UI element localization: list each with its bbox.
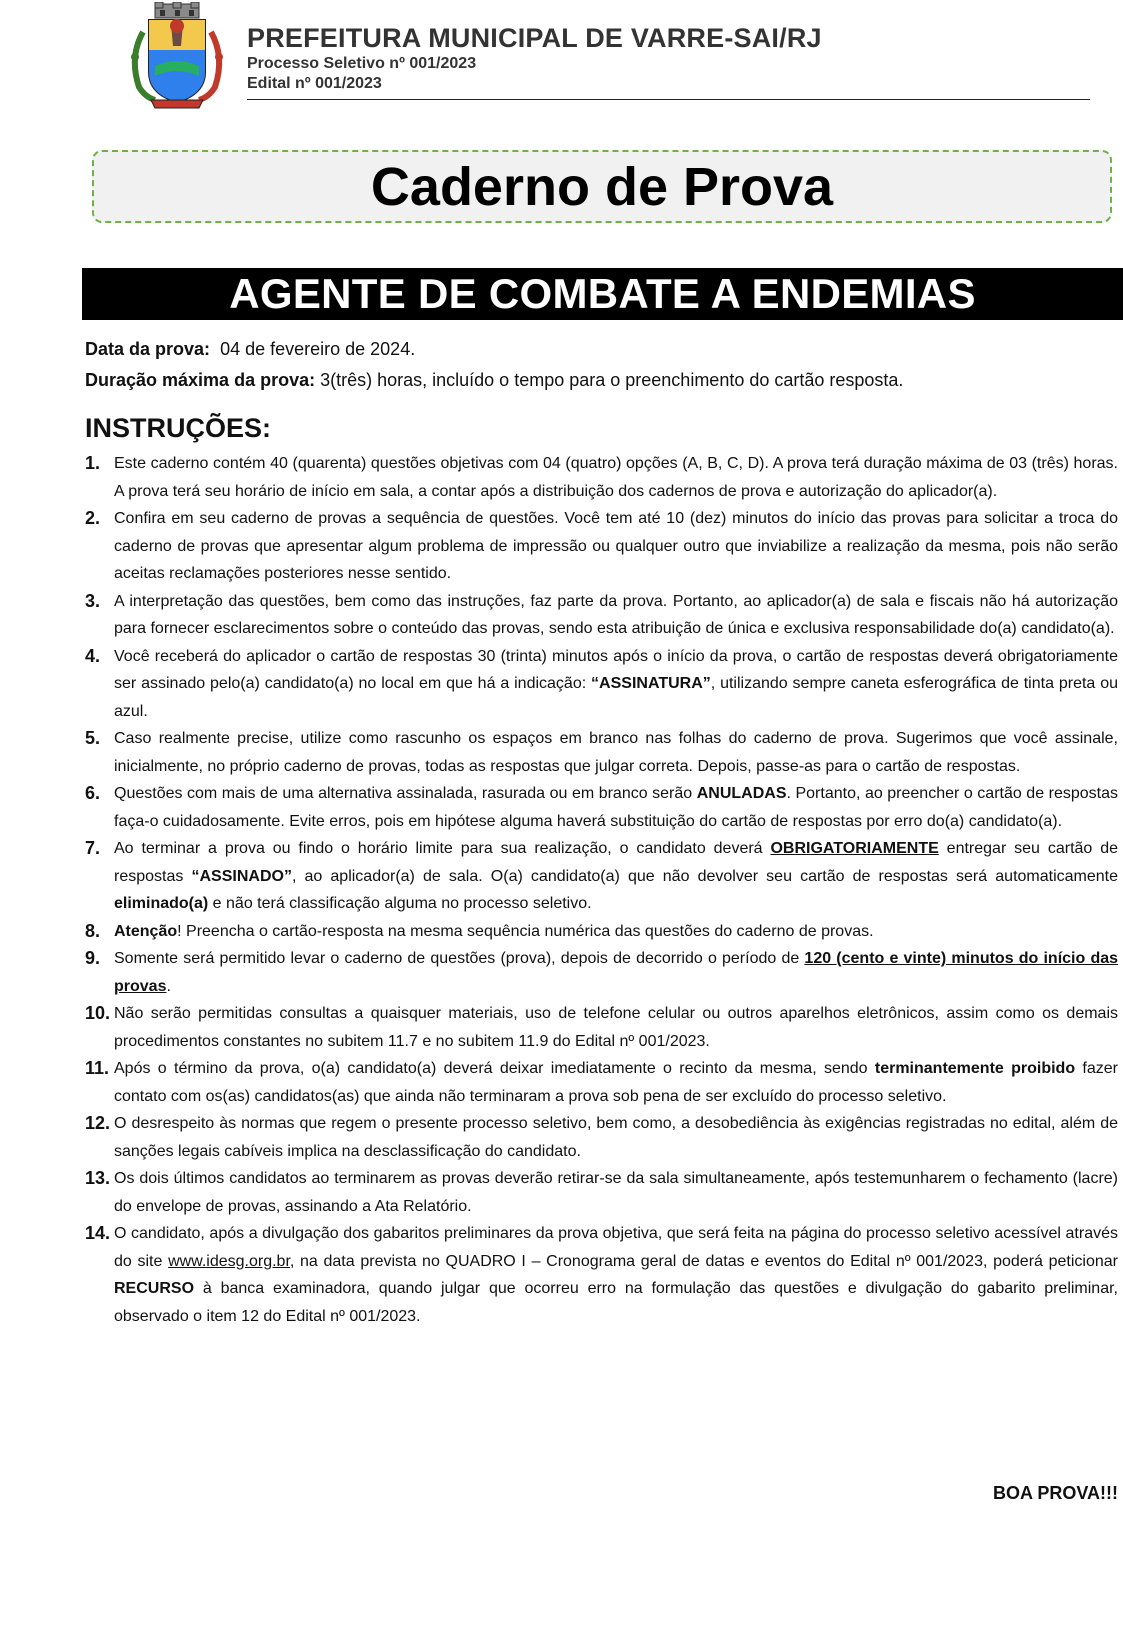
instruction-item (85, 725, 1118, 780)
instruction-text: A interpretação das questões, bem como das instruções, faz parte da prova. Portanto, ao aplicador(a) de sala e fiscais não há autorização para fornecer esclarecimentos sobre o conteúdo das provas, sendo esta atribuição de única e exclusiva responsabilidade do(a) candidato(a). (114, 592, 1118, 637)
instruction-text: Caso realmente precise, utilize como rascunho os espaços em branco nas folhas do caderno de prova. Sugerimos que você assinale, inicialmente, no próprio caderno de provas, todas as respostas que julgar correta. Depois, passe-as para o cartão de respostas. (114, 730, 1118, 775)
instruction-item (85, 780, 1118, 835)
instructions-list (85, 450, 1118, 1330)
instruction-item (85, 945, 1118, 1000)
instruction-text: Somente será permitido levar o caderno de questões (prova), depois de decorrido o período de 120 (cento e vinte) minutos do início das provas. (114, 950, 1119, 995)
instruction-number: 6. (85, 783, 101, 803)
instruction-item (85, 450, 1118, 505)
instruction-number: 3. (85, 590, 101, 611)
instruction-item (85, 1220, 1118, 1330)
instruction-number: 5. (85, 728, 101, 748)
instruction-text: Após o término da prova, o(a) candidato(a) deverá deixar imediatamente o recinto da mesma, sendo terminantemente proibido fazer contato com os(as) candidatos(as) que ainda não terminaram a prova sob pena de ser excluído do processo seletivo. (114, 1060, 1119, 1105)
instruction-item (85, 835, 1118, 918)
website-link[interactable]: www.idesg.org.br (168, 1252, 290, 1270)
instruction-item (85, 588, 1118, 643)
instruction-text: Os dois últimos candidatos ao terminarem as provas deverão retirar-se da sala simultaneamente, após testemunharem o fechamento (lacre) do envelope de provas, assinando a Ata Relatório. (114, 1170, 1118, 1215)
process-number: Processo Seletivo nº 001/2023 (247, 55, 477, 72)
role-title: AGENTE DE COMBATE A ENDEMIAS (229, 270, 976, 317)
instruction-text: Atenção! Preencha o cartão-resposta na mesma sequência numérica das questões do caderno de provas. (114, 922, 874, 940)
instruction-number: 10. (85, 1003, 111, 1023)
instruction-number: 14. (85, 1223, 111, 1243)
instruction-text: Você receberá do aplicador o cartão de respostas 30 (trinta) minutos após o início da prova, o cartão de respostas deverá obrigatoriamente ser assinado pelo(a) candidato(a) no local em que há a indicação: “ASSINATURA”, utilizando sempre caneta esferográfica de tinta preta ou azul. (114, 647, 1119, 720)
exam-duration-label: Duração máxima da prova: (85, 370, 316, 390)
instruction-item (85, 1165, 1118, 1220)
instruction-number: 1. (85, 453, 101, 473)
instruction-item (85, 505, 1118, 588)
instruction-number: 9. (85, 948, 101, 968)
closing-text: BOA PROVA!!! (993, 1483, 1118, 1503)
instructions-heading: INSTRUÇÕES: (85, 413, 272, 443)
header-divider (247, 99, 1090, 100)
instruction-number: 13. (85, 1168, 111, 1188)
instruction-text: O candidato, após a divulgação dos gabaritos preliminares da prova objetiva, que será feita na página do processo seletivo acessível através do site www.idesg.org.br, na data prevista no QUADRO I – Cronograma geral de datas e eventos do Edital nº 001/2023, poderá peticionar RECURSO à banca examinadora, quando julgar que ocorreu erro na formulação das questões e divulgação do gabarito preliminar, observado o item 12 do Edital nº 001/2023. (114, 1225, 1118, 1325)
instruction-number: 2. (85, 508, 101, 528)
exam-duration (85, 365, 903, 396)
municipality-title: PREFEITURA MUNICIPAL DE VARRE-SAI/RJ (247, 23, 822, 53)
exam-duration-value: 3(três) horas, incluído o tempo para o preenchimento do cartão resposta. (320, 370, 904, 390)
instruction-number: 4. (85, 645, 101, 666)
instruction-text: Confira em seu caderno de provas a sequência de questões. Você tem até 10 (dez) minutos do início das provas para solicitar a troca do caderno de provas que apresentar algum problema de impressão ou qualquer outro que inviabilize a realização da mesma, pois não serão aceitas reclamações posteriores nesse sentido. (114, 510, 1118, 582)
instruction-text: Ao terminar a prova ou findo o horário limite para sua realização, o candidato deverá OBRIGATORIAMENTE entregar seu cartão de respostas “ASSINADO”, ao aplicador(a) de sala. O(a) candidato(a) que não devolver seu cartão de respostas será automaticamente eliminado(a) e não terá classificação alguma no processo seletivo. (114, 840, 1119, 912)
exam-date-label: Data da prova: (85, 339, 211, 359)
instruction-item (85, 1000, 1118, 1055)
instruction-number: 12. (85, 1113, 111, 1133)
role-banner (82, 268, 1123, 320)
instruction-number: 8. (85, 920, 101, 941)
instruction-text: Não serão permitidas consultas a quaisquer materiais, uso de telefone celular ou outros aparelhos eletrônicos, assim como os demais procedimentos constantes no subitem 11.7 e no subitem 11.9 do Edital nº 001/2023. (114, 1005, 1118, 1050)
instruction-item (85, 918, 1118, 946)
instruction-item (85, 643, 1118, 726)
exam-date-value: 04 de fevereiro de 2024. (220, 339, 416, 359)
exam-date (85, 334, 903, 365)
instruction-number: 7. (85, 838, 101, 858)
caderno-title: Caderno de Prova (370, 156, 834, 217)
instruction-text: O desrespeito às normas que regem o presente processo seletivo, bem como, a desobediência às exigências registradas no edital, além de sanções legais cabíveis implica na desclassificação do candidato. (114, 1115, 1118, 1160)
instruction-item (85, 1055, 1118, 1110)
caderno-title-box (92, 150, 1112, 223)
document-header (125, 0, 1090, 110)
municipal-crest-icon (125, 2, 229, 110)
edital-number: Edital nº 001/2023 (247, 75, 382, 92)
instruction-text: Questões com mais de uma alternativa assinalada, rasurada ou em branco serão ANULADAS. Portanto, ao preencher o cartão de respostas faça-o cuidadosamente. Evite erros, pois em hipótese alguma haverá substituição do cartão de respostas por erro do(a) candidato(a). (114, 785, 1118, 830)
instruction-text: Este caderno contém 40 (quarenta) questões objetivas com 04 (quatro) opções (A, B, C, D). A prova terá duração máxima de 03 (três) horas. A prova terá seu horário de início em sala, a contar após a distribuição dos cadernos de prova e autorização do aplicador(a). (114, 455, 1118, 500)
instruction-number: 11. (85, 1058, 110, 1078)
instruction-item (85, 1110, 1118, 1165)
exam-meta (85, 334, 903, 396)
